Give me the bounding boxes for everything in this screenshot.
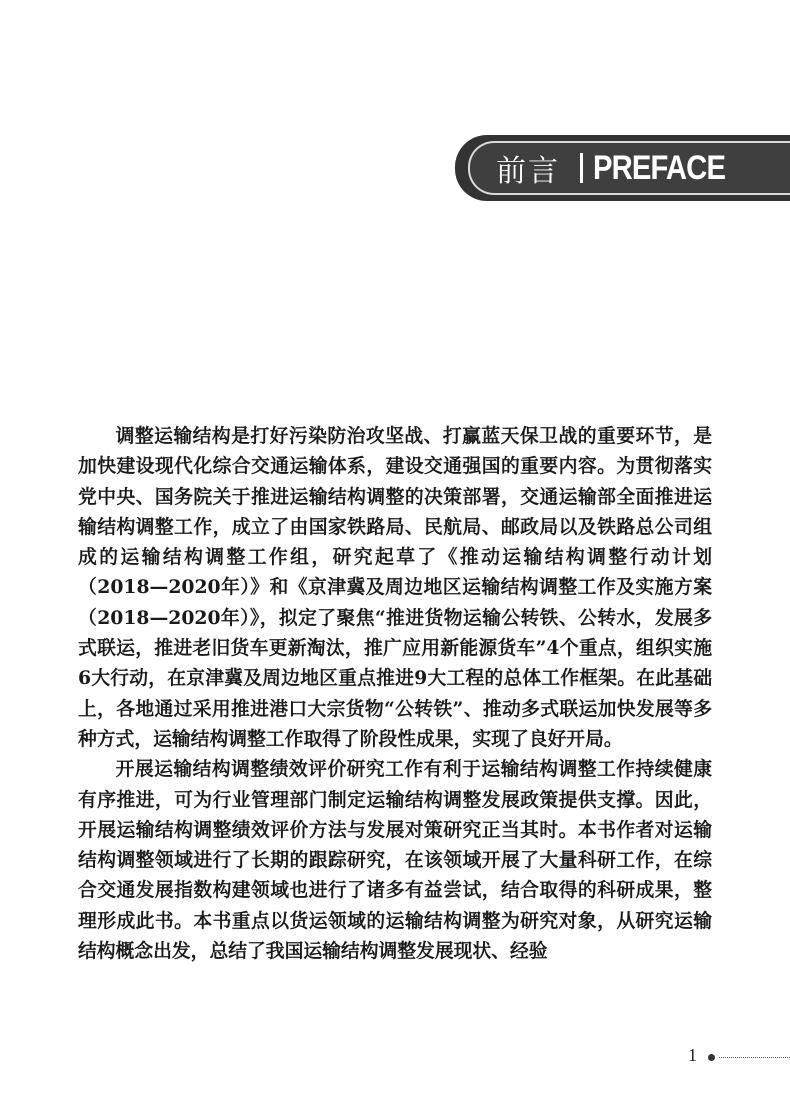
header-title-english: PREFACE [593,148,726,187]
header-title-chinese: 前言 [496,154,560,189]
page-number: 1 [688,1045,697,1065]
header-separator [580,153,583,183]
header-title-box [468,141,790,195]
footer-dotted-rule [719,1057,790,1058]
footer-dot-icon [708,1054,715,1061]
paragraph-1: 调整运输结构是打好污染防治攻坚战、打赢蓝天保卫战的重要环节，是加快建设现代化综合交通运输体系，建设交通强国的重要内容。为贯彻落实党中央、国务院关于推进运输结构调整的决策部署，交通运输部全面推进运输结构调整工作，成立了由国家铁路局、民航局、邮政局以及铁路总公司组成的运输结构调整工作组，研究起草了《推动运输结构调整行动计划（2018—2020年）》和《京津冀及周边地区运输结构调整工作及实施方案（2018—2020年）》，拟定了聚焦“推进货物运输公转铁、公转水，发展多式联运，推进老旧货车更新淘汰，推广应用新能源货车”4个重点，组织实施6大行动，在京津冀及周边地区重点推进9大工程的总体工作框架。在此基础上，各地通过采用推进港口大宗货物“公转铁”、推动多式联运加快发展等多种方式，运输结构调整工作取得了阶段性成果，实现了良好开局。 [78,425,712,750]
paragraph-2: 开展运输结构调整绩效评价研究工作有利于运输结构调整工作持续健康有序推进，可为行业管理部门制定运输结构调整发展政策提供支撑。因此，开展运输结构调整绩效评价方法与发展对策研究正当其时。本书作者对运输结构调整领域进行了长期的跟踪研究，在该领域开展了大量科研工作，在综合交通发展指数构建领域也进行了诸多有益尝试，结合取得的科研成果，整理形成此书。本书重点以货运领域的运输结构调整为研究对象，从研究运输结构概念出发，总结了我国运输结构调整发展现状、经验 [78,758,712,963]
body-text [78,421,712,966]
page-footer [688,1045,790,1069]
